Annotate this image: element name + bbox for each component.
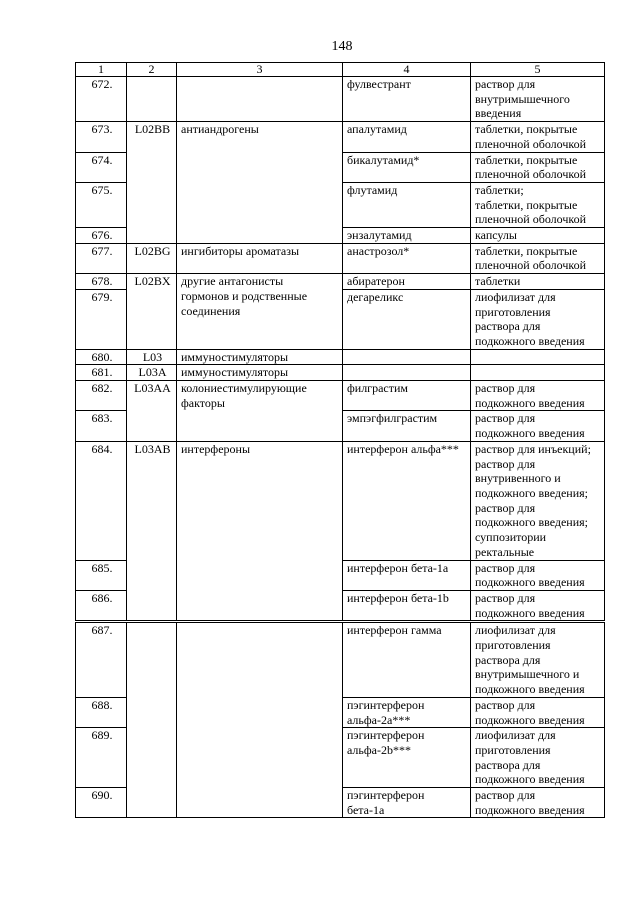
drug-name: абиратерон — [343, 274, 471, 290]
row-number: 674. — [76, 152, 127, 182]
dosage-form: раствор для подкожного введения — [471, 590, 605, 621]
drug-name: интерферон гамма — [343, 622, 471, 698]
dosage-form: лиофилизат для приготовления раствора для внутримышечного и подкожного введения — [471, 622, 605, 698]
drug-name: пэгинтерферон альфа-2a*** — [343, 697, 471, 727]
table-row — [76, 365, 605, 381]
atc-code: L02BX — [127, 274, 177, 350]
drug-name: интерферон альфа*** — [343, 441, 471, 560]
dosage-form: лиофилизат для приготовления раствора для подкожного введения — [471, 728, 605, 788]
group-name: иммуностимуляторы — [177, 365, 343, 381]
group-name — [177, 77, 343, 122]
page-number: 148 — [331, 39, 353, 54]
row-number: 684. — [76, 441, 127, 560]
drug-name: фулвестрант — [343, 77, 471, 122]
drug-name: интерферон бета-1b — [343, 590, 471, 621]
row-number: 678. — [76, 274, 127, 290]
table-header-row — [76, 63, 605, 77]
table-row — [76, 274, 605, 290]
row-number: 672. — [76, 77, 127, 122]
atc-code: L03A — [127, 365, 177, 381]
row-number: 679. — [76, 289, 127, 349]
dosage-form: таблетки, покрытые пленочной оболочкой — [471, 243, 605, 273]
row-number: 688. — [76, 697, 127, 727]
drug-name: энзалутамид — [343, 228, 471, 244]
row-number: 675. — [76, 182, 127, 227]
drug-name — [343, 365, 471, 381]
drug-name: дегареликс — [343, 289, 471, 349]
drug-name — [343, 349, 471, 365]
atc-code — [127, 622, 177, 818]
dosage-form: таблетки; таблетки, покрытые пленочной оболочкой — [471, 182, 605, 227]
atc-code: L03AB — [127, 441, 177, 621]
table-row — [76, 441, 605, 560]
drug-name: бикалутамид* — [343, 152, 471, 182]
dosage-form — [471, 349, 605, 365]
group-name: иммуностимуляторы — [177, 349, 343, 365]
atc-code — [127, 77, 177, 122]
dosage-form: раствор для подкожного введения — [471, 411, 605, 441]
atc-code: L03AA — [127, 381, 177, 442]
atc-code: L02BG — [127, 243, 177, 273]
row-number: 673. — [76, 122, 127, 152]
drug-name: пэгинтерферон бета-1a — [343, 788, 471, 818]
table-row — [76, 243, 605, 273]
row-number: 689. — [76, 728, 127, 788]
drug-name: пэгинтерферон альфа-2b*** — [343, 728, 471, 788]
atc-code: L02BB — [127, 122, 177, 244]
dosage-form: таблетки — [471, 274, 605, 290]
drug-table — [75, 62, 605, 818]
row-number: 677. — [76, 243, 127, 273]
group-name — [177, 622, 343, 818]
dosage-form: таблетки, покрытые пленочной оболочкой — [471, 152, 605, 182]
column-header-code: 2 — [127, 63, 177, 77]
dosage-form: капсулы — [471, 228, 605, 244]
dosage-form — [471, 365, 605, 381]
drug-name: флутамид — [343, 182, 471, 227]
dosage-form: раствор для внутримышечного введения — [471, 77, 605, 122]
row-number: 685. — [76, 560, 127, 590]
group-name: антиандрогены — [177, 122, 343, 244]
dosage-form: раствор для подкожного введения — [471, 697, 605, 727]
table-row — [76, 381, 605, 411]
row-number: 687. — [76, 622, 127, 698]
group-name: ингибиторы ароматазы — [177, 243, 343, 273]
table-row — [76, 622, 605, 698]
column-header-drug: 4 — [343, 63, 471, 77]
dosage-form: таблетки, покрытые пленочной оболочкой — [471, 122, 605, 152]
dosage-form: раствор для подкожного введения — [471, 560, 605, 590]
row-number: 680. — [76, 349, 127, 365]
row-number: 683. — [76, 411, 127, 441]
column-header-group: 3 — [177, 63, 343, 77]
table-row — [76, 349, 605, 365]
row-number: 690. — [76, 788, 127, 818]
drug-name: филграстим — [343, 381, 471, 411]
drug-name: эмпэгфилграстим — [343, 411, 471, 441]
dosage-form: раствор для инъекций; раствор для внутривенного и подкожного введения; раствор для подкожного введения; суппозитории ректальные — [471, 441, 605, 560]
drug-name: анастрозол* — [343, 243, 471, 273]
table-row — [76, 122, 605, 152]
table-row — [76, 77, 605, 122]
dosage-form: раствор для подкожного введения — [471, 381, 605, 411]
group-name: интерфероны — [177, 441, 343, 621]
row-number: 682. — [76, 381, 127, 411]
dosage-form: раствор для подкожного введения — [471, 788, 605, 818]
group-name: другие антагонисты гормонов и родственные соединения — [177, 274, 343, 350]
drug-name: интерферон бета-1a — [343, 560, 471, 590]
row-number: 681. — [76, 365, 127, 381]
group-name: колониестимулирующие факторы — [177, 381, 343, 442]
atc-code: L03 — [127, 349, 177, 365]
drug-name: апалутамид — [343, 122, 471, 152]
row-number: 686. — [76, 590, 127, 621]
column-header-number: 1 — [76, 63, 127, 77]
dosage-form: лиофилизат для приготовления раствора для подкожного введения — [471, 289, 605, 349]
column-header-form: 5 — [471, 63, 605, 77]
row-number: 676. — [76, 228, 127, 244]
